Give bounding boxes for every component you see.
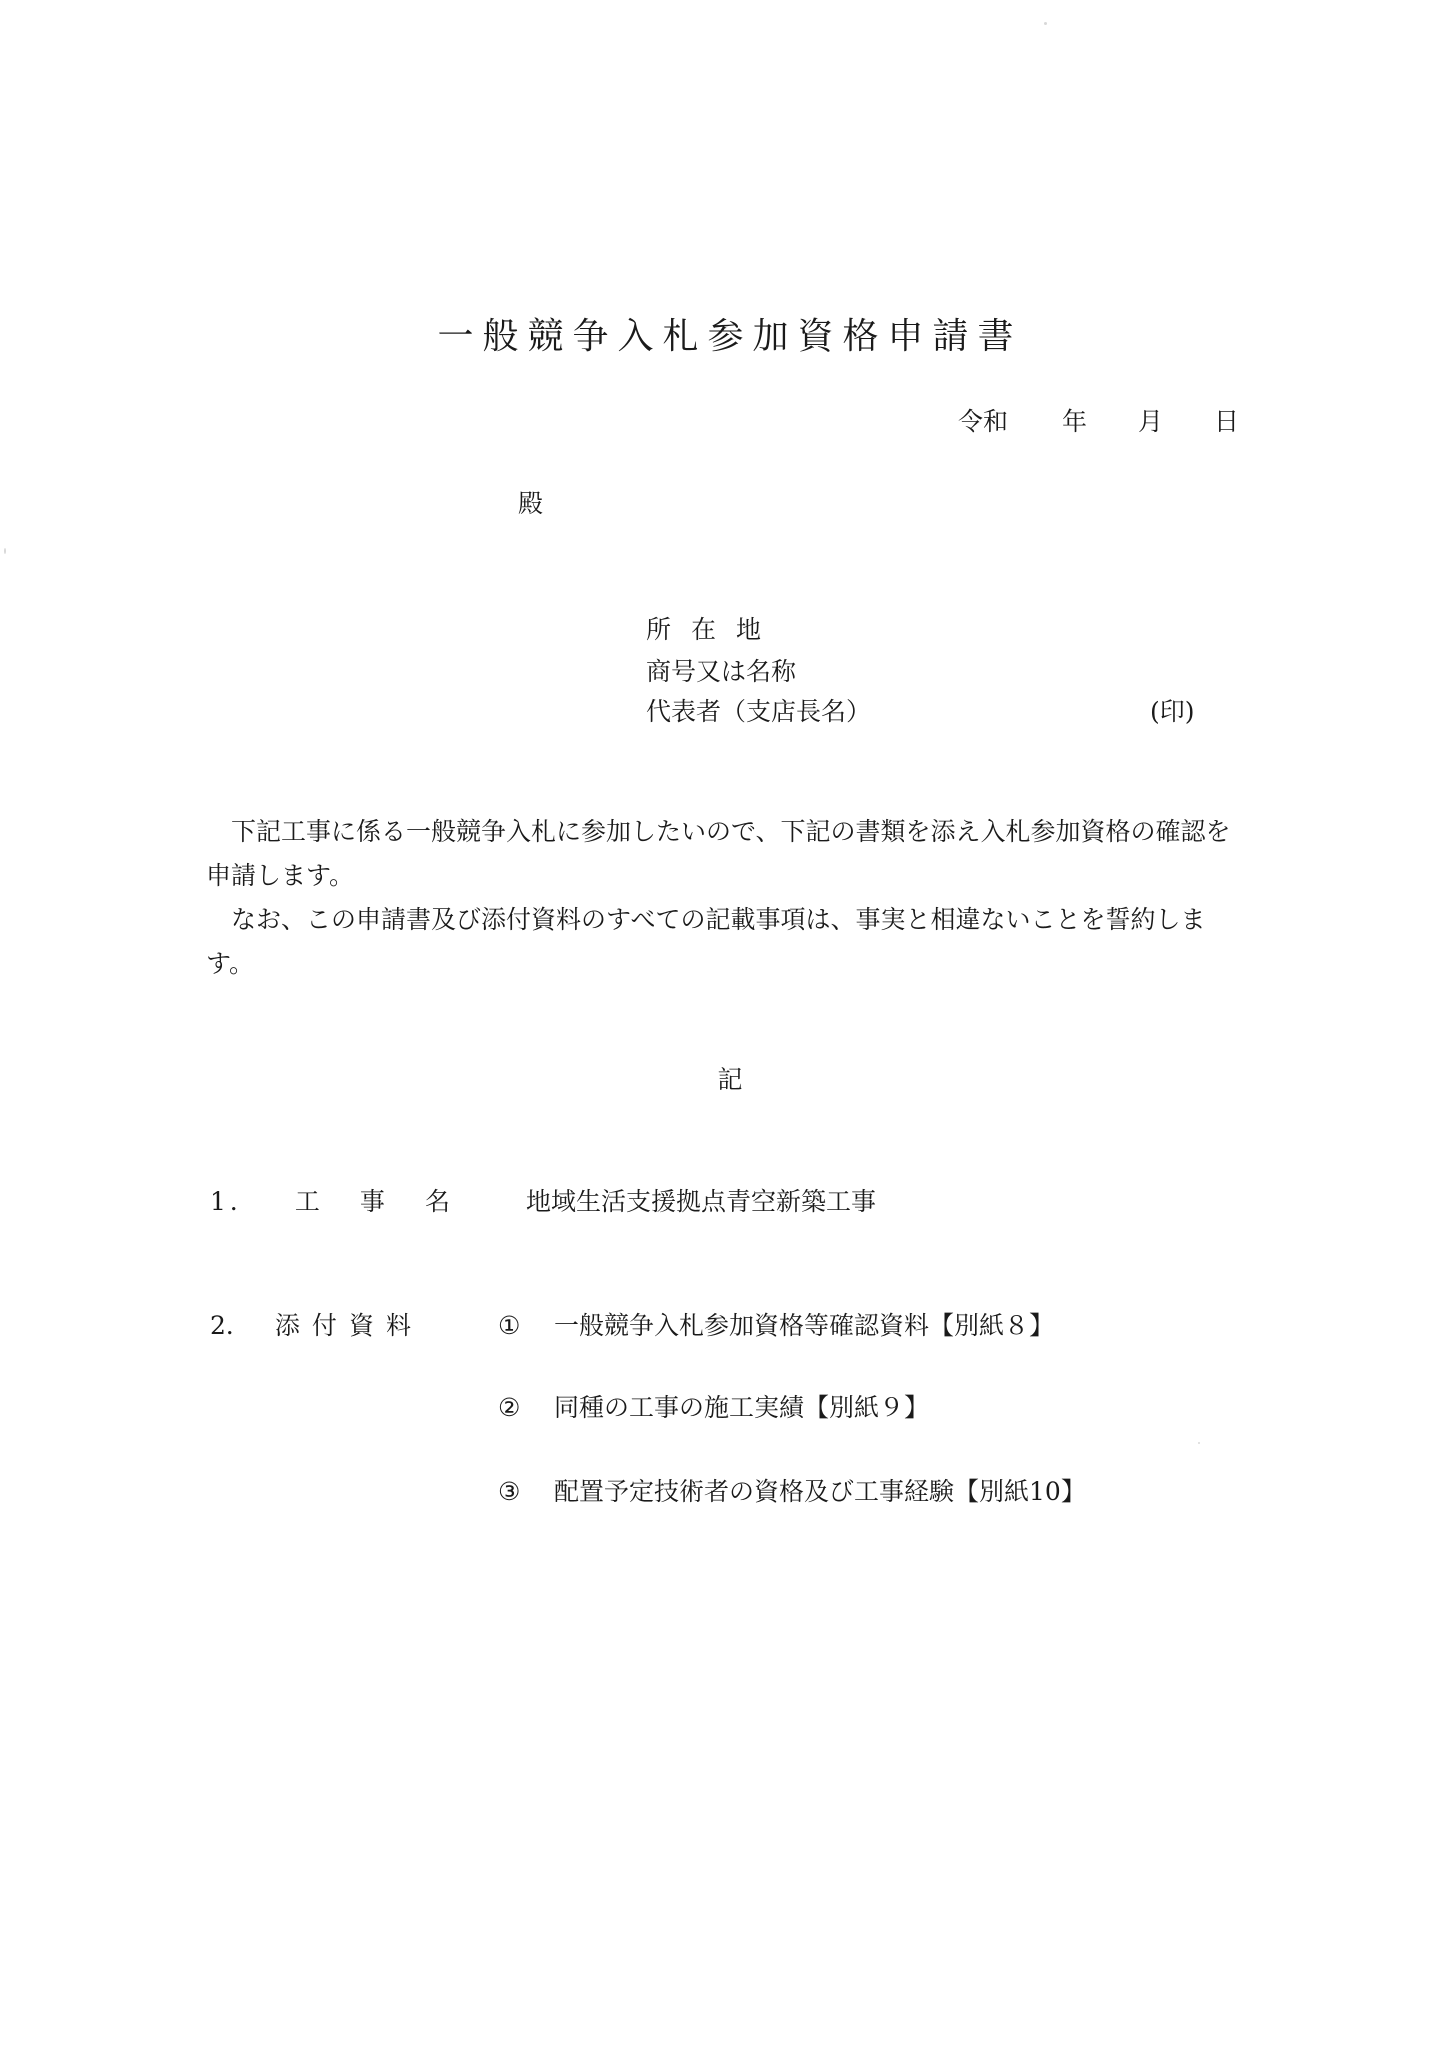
attachment-item [498,1306,1054,1342]
seal-label: (印) [1150,697,1195,726]
applicant-address-label: 所在地 [646,615,782,644]
applicant-name-label: 商号又は名称 [646,657,797,686]
item1-number: 1． [210,1187,259,1216]
item2-label [210,1306,411,1342]
scan-speck [1044,22,1047,25]
date-month-unit: 月 [1138,407,1164,436]
attachment-mark: ③ [498,1477,521,1506]
item1-label [210,1182,454,1218]
item1-label-char: 事 [359,1187,389,1216]
attachment-item [498,1472,1086,1508]
body-paragraph-1: 下記工事に係る一般競争入札に参加したいので、下記の書類を添え入札参加資格の確認を申請します。 [206,817,1231,890]
attachment-text: 同種の工事の施工実績【別紙９】 [554,1393,930,1422]
construction-name: 地域生活支援拠点青空新築工事 [526,1187,877,1216]
item2-label-char: 資 [348,1311,374,1340]
attachment-mark: ② [498,1393,521,1422]
addressee-suffix: 殿 [518,489,544,518]
scan-speck [1198,1442,1200,1444]
item2-number: 2． [210,1311,251,1340]
ki-heading: 記 [717,1065,743,1094]
item2-label-char: 料 [385,1311,411,1340]
date-year-unit: 年 [1062,407,1088,436]
attachment-text: 配置予定技術者の資格及び工事経験【別紙10】 [554,1477,1086,1506]
attachment-item [498,1388,929,1424]
body-paragraph-2: なお、この申請書及び添付資料のすべての記載事項は、事実と相違ないことを誓約します。 [206,905,1206,978]
applicant-representative-label: 代表者（支店長名） [646,697,872,726]
attachment-mark: ① [498,1311,521,1340]
date-era: 令和 [958,407,1009,436]
body-text [206,810,1242,986]
item1-label-char: 工 [294,1187,324,1216]
item2-label-char: 付 [311,1311,337,1340]
document-title: 一般競争入札参加資格申請書 [437,316,1023,357]
item1-label-char: 名 [424,1187,454,1216]
attachment-text: 一般競争入札参加資格等確認資料【別紙８】 [554,1311,1055,1340]
scan-speck [4,548,6,554]
item2-label-char: 添 [274,1311,300,1340]
date-day-unit: 日 [1214,407,1240,436]
